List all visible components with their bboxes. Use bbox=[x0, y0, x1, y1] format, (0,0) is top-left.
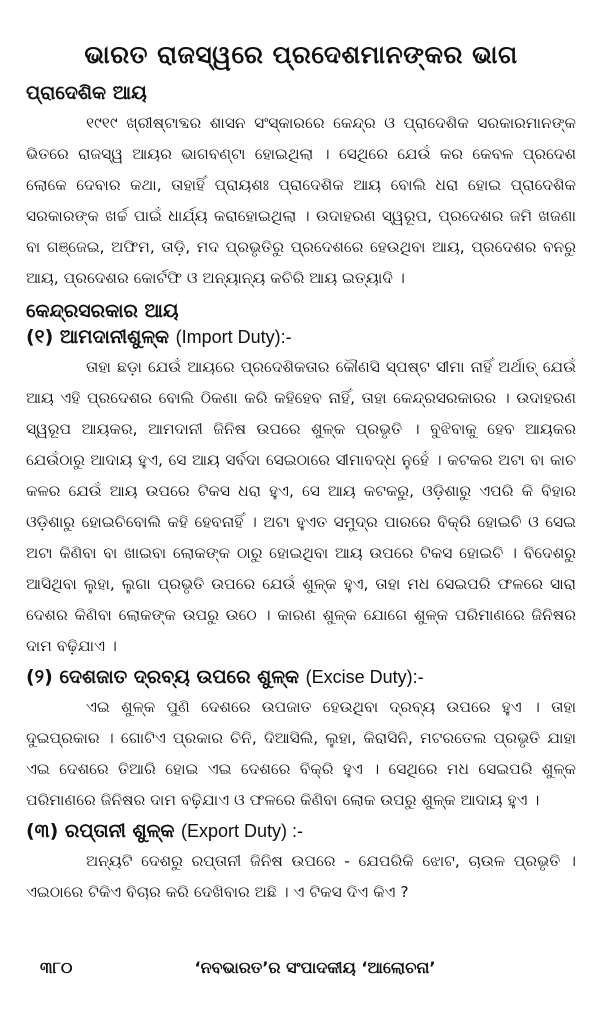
paragraph-export-duty: ଅନ୍ୟଟି ଦେଶରୁ ରପ୍ତାନୀ ଜିନିଷ ଉପରେ - ଯେପରିକି ଝୋଟ, ଚାଉଳ ପ୍ରଭୃତି । ଏଇଠାରେ ଟିକିଏ ବିଚାର କରି ଦେଖିବାର ଅଛି । ଏ ଟିକସ ଦିଏ କିଏ ? bbox=[26, 852, 576, 901]
subheading-import-duty-label: (୧) ଆମଦାନୀଶୁଳ୍କ bbox=[26, 326, 170, 348]
subheading-export-duty bbox=[26, 820, 576, 842]
subheading-export-duty-label: (୩) ରପ୍ତାନୀ ଶୁଳ୍କ bbox=[26, 820, 175, 842]
paragraph-import-duty: ତାହା ଛଡ଼ା ଯେଉଁ ଆୟରେ ପ୍ରଦେଶିକତାର କୌଣସି ସ୍ପଷ୍ଟ ସୀମା ନାହିଁ ଅର୍ଥାତ୍ ଯେଉଁ ଆୟ ଏହି ପ୍ରଦେଶର ବୋଲି ଠିକଣା କରି କହିହେବ ନାହିଁ, ତାହା କେନ୍ଦ୍ରସରକାରର । ଉଦାହରଣ ସ୍ୱରୂପ ଆୟକର, ଆମଦାନୀ ଜିନିଷ ଉପରେ ଶୁଳ୍କ ପ୍ରଭୃତି । ବୁଝିବାକୁ ହେବ ଆୟକର ଯେଉଁଠାରୁ ଆଦାୟ ହୁଏ, ସେ ଆୟ ସର୍ବଦା ସେଇଠାରେ ସୀମାବଦ୍ଧ ନୁହେଁ । କଟକର ଅଟା ବା କାଚ କଳର ଯେଉଁ ଆୟ ଉପରେ ଟିକସ ଧରା ହୁଏ, ସେ ଆୟ କଟକରୁ, ଓଡ଼ିଶାରୁ ଏପରି କି ବିହାର ଓଡ଼ିଶାରୁ ହୋଇଚିବୋଲି କହି ହେବନାହିଁ । ଅଟା ହୁଏତ ସମୁଦ୍ର ପାରରେ ବିକ୍ରି ହୋଇଚି ଓ ସେଇ ଅଟା କିଣିବା ବା ଖାଇବା ଲୋକଙ୍କ ଠାରୁ ହୋଇଥିବା ଆୟ ଉପରେ ଟିକସ ହୋଇଚି । ବିଦେଶରୁ ଆସିଥିବା ଲୁହା, ଲୁଗା ପ୍ରଭୃତି ଉପରେ ଯେଉଁ ଶୁଳ୍କ ହୁଏ, ତାହା ମଧ ସେଇପରି ଫଳରେ ସାରା ଦେଶର କିଣିବା ଲୋକଙ୍କ ଉପରୁ ଉଠେ । କାରଣ ଶୁଳ୍କ ଯୋଗେ ଶୁଳ୍କ ପରିମାଣରେ ଜିନିଷର ଦାମ ବଢ଼ିଯାଏ । bbox=[26, 358, 576, 655]
page-number: ୩୮୦ bbox=[40, 958, 73, 977]
subheading-excise-duty bbox=[26, 666, 576, 688]
footer-source: ‘ନବଭାରତ’ର ସଂପାଦକୀୟ ‘ଆଲୋଚନା’ bbox=[194, 958, 436, 977]
page-footer bbox=[40, 958, 560, 978]
paragraph-provincial-income: ୧୯୧୯ ଖ୍ରୀଷ୍ଟାବ୍ଦର ଶାସନ ସଂସ୍କାରରେ କେନ୍ଦ୍ର ଓ ପ୍ରାଦେଶିକ ସରକାରମାନଙ୍କ ଭିତରେ ରାଜସ୍ୱ ଆୟର ଭାଗବଣ୍ଟା ହୋଇଥିଲା । ସେଥିରେ ଯେଉଁ କର କେବଳ ପ୍ରଦେଶ ଲୋକେ ଦେବାର କଥା, ତାହାହିଁ ପ୍ରାୟଶଃ ପ୍ରାଦେଶିକ ଆୟ ବୋଲି ଧରା ହୋଇ ପ୍ରାଦେଶିକ ସରକାରଙ୍କ ଖର୍ଚ୍ଚ ପାଇଁ ଧାର୍ଯ୍ୟ କରାହୋଇଥିଲା । ଉଦାହରଣ ସ୍ୱରୂପ, ପ୍ରଦେଶର ଜମି ଖଜଣା ବା ଗଞ୍ଜେଇ, ଅଫିମ, ତାଡ଼ି, ମଦ ପ୍ରଭୃତିରୁ ପ୍ରଦେଶରେ ହେଉଥିବା ଆୟ, ପ୍ରଦେଶର ବନରୁ ଆୟ, ପ୍ରଦେଶର କୋର୍ଟଫି ଓ ଅନ୍ୟାନ୍ୟ କଚିରି ଆୟ ଇତ୍ୟାଦି । bbox=[26, 114, 576, 287]
subheading-import-duty bbox=[26, 326, 576, 348]
paragraph-excise-duty: ଏଇ ଶୁଳ୍କ ପୁଣି ଦେଶରେ ଉପଜାତ ହେଉଥିବା ଦ୍ରବ୍ୟ ଉପରେ ହୁଏ । ତାହା ଦୁଇପ୍ରକାର । ଗୋଟିଏ ପ୍ରକାର ଚିନି, ଦିଆସିଲି, ଲୁହା, କିରାସିନି, ମଟରତେଲ ପ୍ରଭୃତି ଯାହା ଏଇ ଦେଶରେ ତିଆରି ହୋଇ ଏଇ ଦେଶରେ ବିକ୍ରି ହୁଏ । ସେଥିରେ ମଧ ସେଇପରି ଶୁଳ୍କ ପରିମାଣରେ ଜିନିଷର ଦାମ ବଢ଼ିଯାଏ ଓ ଫଳରେ କିଣିବା ଲୋକ ଉପରୁ ଶୁଳ୍କ ଆଦାୟ ହୁଏ । bbox=[26, 698, 576, 809]
subheading-excise-duty-label: (୨) ଦେଶଜାତ ଦ୍ରବ୍ୟ ଉପରେ ଶୁଳ୍କ bbox=[26, 666, 299, 688]
subheading-excise-duty-english: (Excise Duty):- bbox=[305, 667, 424, 687]
section-heading-provincial-income: ପ୍ରାଦେଶିକ ଆୟ bbox=[26, 82, 147, 104]
subheading-export-duty-english: (Export Duty) :- bbox=[181, 821, 304, 841]
subheading-import-duty-english: (Import Duty):- bbox=[175, 327, 292, 347]
section-heading-central-income: କେନ୍ଦ୍ରସରକାର ଆୟ bbox=[26, 300, 179, 322]
page-title: ଭାରତ ରାଜସ୍ୱରେ ପ୍ରଦେଶମାନଙ୍କର ଭାଗ bbox=[84, 40, 518, 69]
